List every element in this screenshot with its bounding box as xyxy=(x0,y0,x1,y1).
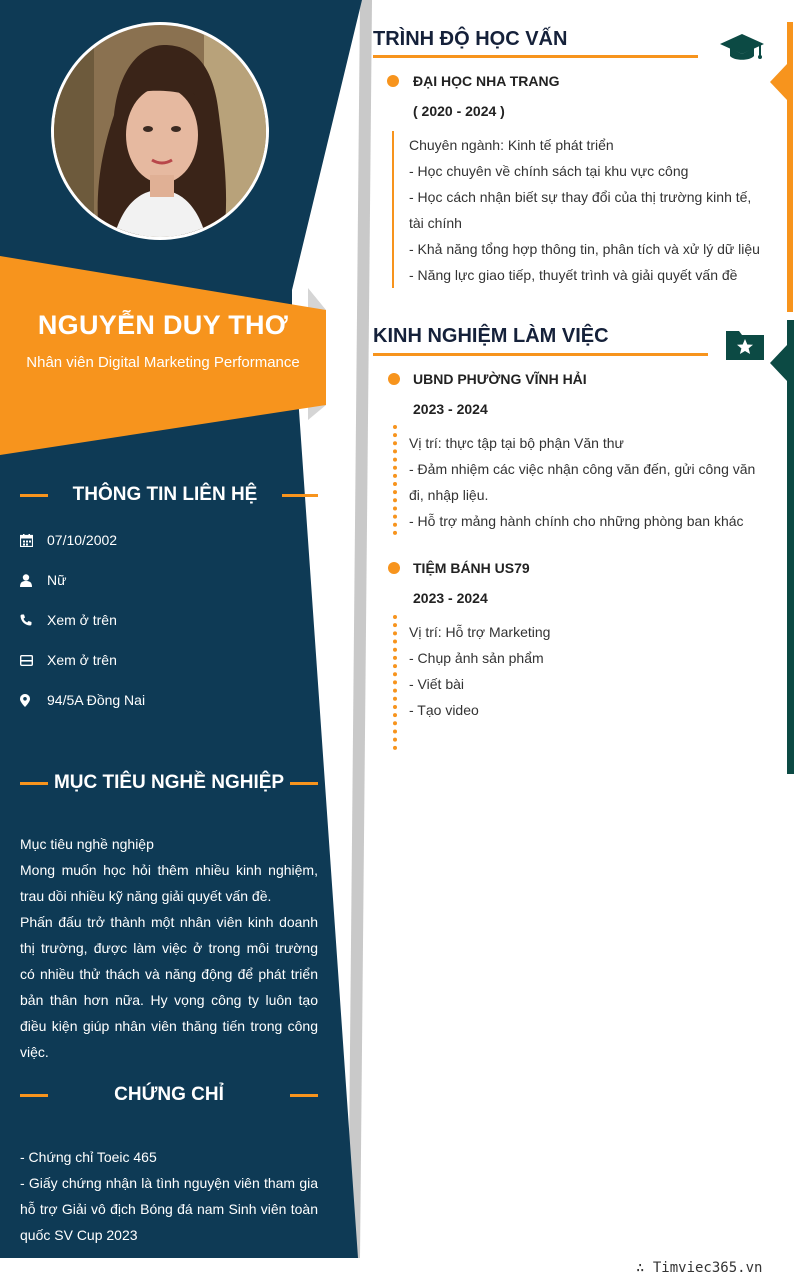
heading-bar-left xyxy=(20,782,48,785)
certificates-heading xyxy=(20,1084,318,1106)
objective-heading-title: MỤC TIÊU NGHỀ NGHIỆP xyxy=(53,772,285,793)
contact-birthday xyxy=(20,520,310,560)
job-company: UBND PHƯỜNG VĨNH HẢI xyxy=(413,371,587,387)
objective-text xyxy=(20,831,318,1065)
education-detail-item: - Năng lực giao tiếp, thuyết trình và giải quyết vấn đề xyxy=(409,267,738,283)
job-timeline xyxy=(393,615,397,750)
experience-heading xyxy=(373,325,609,348)
job-detail-item: Vị trí: Hỗ trợ Marketing xyxy=(409,624,551,640)
job-timeline xyxy=(393,425,397,535)
heading-bar-left xyxy=(20,1094,48,1097)
job-detail-item: - Chụp ảnh sản phẩm xyxy=(409,650,544,666)
job-detail-item: - Tạo video xyxy=(409,702,479,718)
certificates-heading-title: CHỨNG CHỈ xyxy=(114,1084,224,1105)
job-title: Nhân viên Digital Marketing Performance xyxy=(26,354,300,371)
job-dot xyxy=(388,562,400,574)
email-icon xyxy=(20,655,47,666)
objective-paragraph: Phấn đấu trở thành một nhân viên kinh doanh thị trường, được làm việc ở trong môi trường có nhiều thử thách và năng động để phát triển bản thân hơn nữa. Hy vọng công ty luôn tạo điều kiện giúp nhân viên thăng tiến trong công việc. xyxy=(20,914,318,1060)
candidate-name: NGUYỄN DUY THƠ xyxy=(37,310,289,340)
avatar xyxy=(51,22,269,240)
education-details xyxy=(409,132,769,288)
job-period: 2023 - 2024 xyxy=(413,590,488,606)
contact-address-value: 94/5A Đồng Nai xyxy=(47,692,146,708)
contact-heading xyxy=(20,484,318,506)
job-detail-item: - Hỗ trợ mảng hành chính cho những phòng ban khác xyxy=(409,513,744,529)
education-detail-item: - Học cách nhận biết sự thay đổi của thị trường kinh tế, tài chính xyxy=(409,189,752,231)
job-detail-item: - Viết bài xyxy=(409,676,464,692)
education-dot xyxy=(387,75,399,87)
certificate-item: - Chứng chỉ Toeic 465 xyxy=(20,1149,157,1165)
heading-bar-right xyxy=(282,494,318,497)
job-dot xyxy=(388,373,400,385)
contact-phone xyxy=(20,600,310,640)
job-period: 2023 - 2024 xyxy=(413,401,488,417)
education-heading xyxy=(373,28,567,51)
job-details xyxy=(409,619,769,723)
heading-bar-left xyxy=(20,494,48,497)
experience-heading-underline xyxy=(373,353,708,356)
certificates-list xyxy=(20,1144,318,1248)
heading-bar-right xyxy=(290,782,318,785)
objective-paragraph: Mục tiêu nghề nghiệp xyxy=(20,836,154,852)
education-heading-underline xyxy=(373,55,698,58)
objective-paragraph: Mong muốn học hỏi thêm nhiều kinh nghiệm, trau dồi nhiều kỹ năng giải quyết vấn đề. xyxy=(20,862,318,904)
user-icon xyxy=(20,574,47,587)
contact-gender xyxy=(20,560,310,600)
education-detail-item: - Học chuyên về chính sách tại khu vực công xyxy=(409,163,689,179)
education-detail-item: - Khả năng tổng hợp thông tin, phân tích và xử lý dữ liệu xyxy=(409,241,760,257)
contact-phone-value: Xem ở trên xyxy=(47,612,117,628)
sidebar-edge-shadow xyxy=(348,0,372,1258)
job-detail-item: - Đảm nhiệm các việc nhận công văn đến, gửi công văn đi, nhập liệu. xyxy=(409,461,756,503)
phone-icon xyxy=(20,614,47,626)
exp-edge-accent xyxy=(787,320,794,774)
heading-bar-right xyxy=(290,1094,318,1097)
education-heading-title: TRÌNH ĐỘ HỌC VẤN xyxy=(373,28,568,50)
contact-email-value: Xem ở trên xyxy=(47,652,117,668)
contact-birthday-value: 07/10/2002 xyxy=(47,532,118,548)
calendar-icon xyxy=(20,534,47,547)
exp-edge-notch xyxy=(770,345,787,381)
contact-gender-value: Nữ xyxy=(47,572,67,588)
watermark: ∴ Timviec365.vn xyxy=(636,1260,763,1276)
job-detail-item: Vị trí: thực tập tại bộ phận Văn thư xyxy=(409,435,624,451)
graduation-cap-icon xyxy=(720,32,764,69)
contact-address xyxy=(20,680,310,720)
folder-star-icon xyxy=(725,327,765,366)
experience-heading-title: KINH NGHIỆM LÀM VIỆC xyxy=(373,325,609,347)
school-name: ĐẠI HỌC NHA TRANG xyxy=(413,73,560,89)
contact-heading-title: THÔNG TIN LIÊN HỆ xyxy=(72,484,258,505)
avatar-photo xyxy=(54,25,266,237)
objective-heading xyxy=(20,772,318,794)
education-timeline xyxy=(392,131,394,288)
certificate-item: - Giấy chứng nhận là tình nguyện viên tham gia hỗ trợ Giải vô địch Bóng đá nam Sinh viên toàn quốc SV Cup 2023 xyxy=(20,1175,318,1243)
edu-edge-notch xyxy=(770,64,787,100)
job-company: TIỆM BÁNH US79 xyxy=(413,560,530,576)
education-period: ( 2020 - 2024 ) xyxy=(413,103,505,119)
map-pin-icon xyxy=(20,694,47,707)
contact-email xyxy=(20,640,310,680)
contact-list xyxy=(20,520,310,720)
edu-edge-accent xyxy=(787,22,793,312)
job-details xyxy=(409,430,769,534)
education-detail-item: Chuyên ngành: Kinh tế phát triển xyxy=(409,137,614,153)
